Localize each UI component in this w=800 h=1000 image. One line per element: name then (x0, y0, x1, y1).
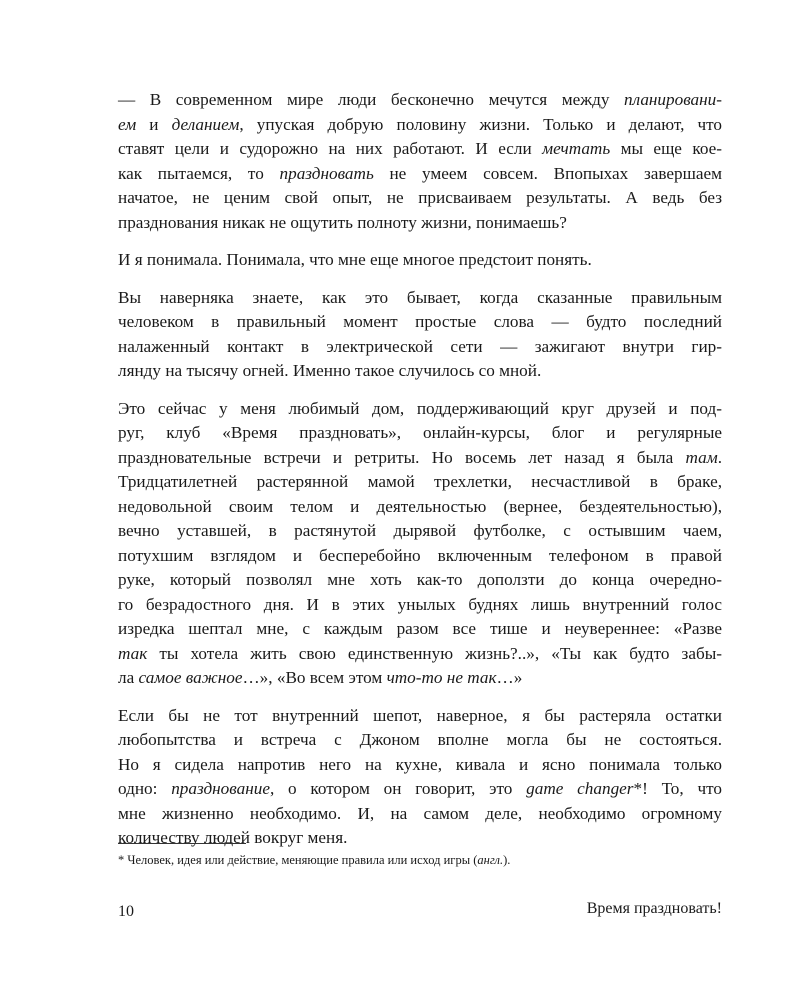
text-run: празднования никак не ощутить полноту жизни, понимаешь? (118, 212, 567, 232)
footnote (118, 853, 510, 868)
italic-text: самое важное (138, 668, 243, 687)
text-run: , о котором он говорит, это (269, 779, 527, 798)
text-run: налаженный контакт в электрической сети — зажигают внутри гир- (118, 336, 722, 356)
text-run: количеству людей вокруг меня. (118, 828, 348, 847)
text-run: мне жизненно необходимо. И, на самом деле, необходимо огромному (118, 803, 722, 823)
text-run: ставят цели и судорожно на них работают. И если (118, 139, 543, 158)
text-line (118, 286, 722, 311)
text-run: лянду на тысячу огней. Именно такое случилось со мной. (118, 361, 542, 380)
text-line (118, 568, 722, 593)
text-run: не умеем совсем. Впопыхах завершаем (373, 163, 722, 183)
text-line (118, 704, 722, 729)
text-run: …», «Во всем этом (242, 668, 387, 687)
text-line (118, 211, 722, 236)
text-line (118, 544, 722, 569)
text-run: потухшим взглядом и бесперебойно включенным телефоном в правой (118, 545, 722, 565)
text-run: мы еще кое- (610, 139, 722, 158)
footnote-text: * Человек, идея или действие, меняющие правила или исход игры ( (118, 853, 478, 867)
text-line (118, 162, 722, 187)
footnote-abbr: англ. (477, 853, 504, 867)
text-run: Если бы не тот внутренний шепот, наверное, я бы растеряла остатки (118, 705, 722, 725)
italic-text: что-то не так (386, 668, 497, 687)
text-run: вечно уставшей, в растянутой дырявой футболке, с остывшим чаем, (118, 521, 722, 540)
text-run: человеком в правильный момент простые слова — будто последний (118, 312, 722, 331)
text-line (118, 137, 722, 162)
italic-text: так (118, 643, 148, 663)
text-run: изредка шептал мне, с каждым разом все тише и неувереннее: «Разве (118, 619, 722, 638)
text-run: Но я сидела напротив него на кухне, кивала и ясно понимала только (118, 754, 722, 774)
text-line (118, 777, 722, 802)
text-line (118, 617, 722, 642)
text-run: Это сейчас у меня любимый дом, поддерживающий круг друзей и под- (118, 398, 722, 418)
text-run: …» (496, 668, 523, 687)
text-line (118, 421, 722, 446)
text-run: ты хотела жить свою единственную жизнь?..», «Ты как будто забы- (147, 643, 722, 663)
text-line (118, 728, 722, 753)
text-line (118, 88, 722, 113)
text-run: и (136, 114, 172, 134)
text-run: недовольной своим телом и деятельностью (вернее, бездеятельностью), (118, 496, 722, 516)
text-run: ла (118, 668, 139, 687)
italic-text: празднование (171, 779, 270, 798)
text-line (118, 470, 722, 495)
text-line (118, 593, 722, 618)
text-line (118, 186, 722, 211)
italic-text: планировани- (624, 90, 722, 109)
text-line (118, 802, 722, 827)
text-run: руке, который позволял мне хоть как-то доползти до конца очередно- (118, 570, 722, 589)
italic-text: праздновать (279, 163, 374, 183)
text-run: , упуская добрую половину жизни. Только и делают, что (239, 114, 723, 134)
text-line (118, 310, 722, 335)
text-run: Тридцатилетней растерянной мамой трехлетки, несчастливой в браке, (118, 472, 722, 491)
paragraph (118, 397, 722, 691)
text-run: любопытства и встреча с Джоном вполне могла бы не состояться. (118, 730, 722, 749)
footnote-end: ). (503, 853, 511, 867)
text-line (118, 826, 722, 851)
text-run: Вы наверняка знаете, как это бывает, когда сказанные правильным (118, 287, 722, 307)
text-run: праздновательные встречи и ретриты. Но восемь лет назад я была (118, 447, 686, 467)
text-line (118, 113, 722, 138)
text-line (118, 446, 722, 471)
text-line (118, 753, 722, 778)
text-run: — В современном мире люди бесконечно мечутся между (118, 90, 625, 109)
text-run: одно: (118, 779, 172, 798)
page-number: 10 (118, 903, 134, 920)
italic-text: там (685, 447, 718, 467)
text-line (118, 397, 722, 422)
text-run: руг, клуб «Время праздновать», онлайн-курсы, блог и регулярные (118, 423, 722, 442)
italic-text: game changer (526, 779, 634, 798)
text-run: начатое, не ценим свой опыт, не присваиваем результаты. А ведь без (118, 188, 722, 207)
paragraph (118, 286, 722, 384)
text-line (118, 495, 722, 520)
text-run: как пытаемся, то (118, 163, 280, 183)
text-line (118, 359, 722, 384)
text-run: . (717, 447, 722, 467)
footnote-rule (118, 843, 246, 844)
paragraph (118, 704, 722, 851)
text-line (118, 642, 722, 667)
text-run: го безрадостного дня. И в этих унылых буднях лишь внутренний голос (118, 594, 722, 614)
text-line (118, 335, 722, 360)
running-head: Время праздновать! (586, 900, 722, 917)
text-run: И я понимала. Понимала, что мне еще многое предстоит понять. (118, 250, 592, 269)
text-line (118, 666, 722, 691)
paragraph (118, 248, 722, 273)
body-text (118, 88, 722, 864)
italic-text: деланием (171, 114, 240, 134)
text-line (118, 519, 722, 544)
italic-text: ем (118, 114, 137, 134)
paragraph (118, 88, 722, 235)
text-line (118, 248, 722, 273)
italic-text: мечтать (542, 139, 611, 158)
text-run: *! То, что (633, 779, 722, 798)
